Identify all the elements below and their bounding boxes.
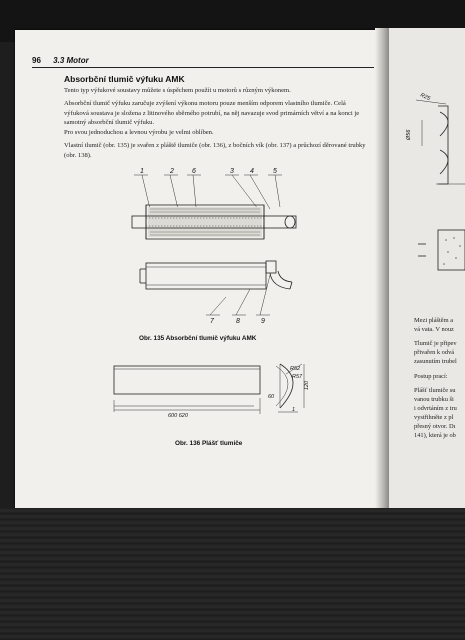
muffler-external-view — [140, 261, 292, 289]
right-line-3: Tlumič je připev — [414, 340, 457, 347]
figure-135-caption: Obr. 135 Absorbční tlumič výfuku AMK — [139, 335, 257, 342]
label-4: 4 — [250, 168, 254, 175]
right-line-8: vanou trubku ši — [414, 396, 454, 403]
label-2: 2 — [170, 168, 174, 175]
right-page-drawings — [396, 80, 465, 300]
dim-r57: R57 — [292, 374, 303, 380]
book-gutter — [375, 28, 389, 512]
dim-r52: R52 — [290, 366, 301, 372]
right-dim-r25: R25 — [419, 92, 431, 103]
right-line-5: zasunutím trubel — [414, 358, 457, 365]
label-6: 6 — [192, 168, 196, 175]
figure-136-caption: Obr. 136 Plášť tlumiče — [175, 440, 243, 447]
right-line-11: přesný otvor. Dı — [414, 423, 456, 430]
label-5: 5 — [273, 168, 277, 175]
right-line-6: Postup prací: — [414, 373, 448, 380]
label-1: 1 — [140, 168, 144, 175]
article-title: Absorbční tlumič výfuku AMK — [64, 74, 185, 84]
right-line-7: Plášť tlumiče su — [414, 387, 456, 394]
paragraph-1: Tento typ výfukové soustavy můžete s úspěchem použít u motorů s různým výkonem. — [64, 87, 291, 94]
right-dim-56: Ø56 — [406, 129, 412, 140]
background-bottom — [0, 508, 465, 640]
dim-length: 600 620 — [168, 413, 188, 419]
label-lines-top — [134, 175, 282, 209]
figure-136-drawing — [108, 354, 318, 434]
right-line-9: i odvrtáním z tru — [414, 405, 457, 412]
header-rule — [32, 67, 374, 68]
right-line-10: vystřihněte z pl — [414, 414, 454, 421]
label-lines-bottom — [206, 275, 270, 315]
paragraph-2: Absorbční tlumič výfuku zaručuje zvýšení výkonu motoru pouze menším odporem vlastního tlumiče. Celá výfuková soustava je složena z litinového sběrného potrubí, na něj navazuje svod primárních větví a na konci je samotný absorbční tlumič výfuku. — [64, 100, 360, 127]
right-line-1: Mezi pláštěm a — [414, 317, 455, 324]
page-header — [32, 56, 89, 65]
paragraph-3: Pro svou jednoduchou a levnou výrobu je velmi oblíben. — [64, 129, 214, 136]
paragraph-4: Vlastní tlumič (obr. 135) je svařen z pláště tlumiče (obr. 136), z bočních vík (obr. 137) a průchozí děrované trubky (obr. 138). — [64, 142, 366, 159]
right-line-4: přivařen k odvá — [414, 349, 455, 356]
muffler-section-view — [132, 205, 296, 239]
label-3: 3 — [230, 168, 234, 175]
label-8: 8 — [236, 318, 240, 325]
right-line-2: vá vata. V nouz — [414, 326, 454, 333]
label-7: 7 — [210, 318, 214, 325]
figure-135-drawing — [120, 165, 300, 325]
right-line-12: 141), která je ob — [414, 432, 456, 439]
section-title: 3.3 Motor — [53, 56, 89, 65]
dim-1: 1 — [292, 407, 296, 413]
label-9: 9 — [261, 318, 265, 325]
dim-60: 60 — [268, 394, 275, 400]
page-number: 96 — [32, 56, 41, 65]
dim-120: 120 — [304, 380, 310, 390]
